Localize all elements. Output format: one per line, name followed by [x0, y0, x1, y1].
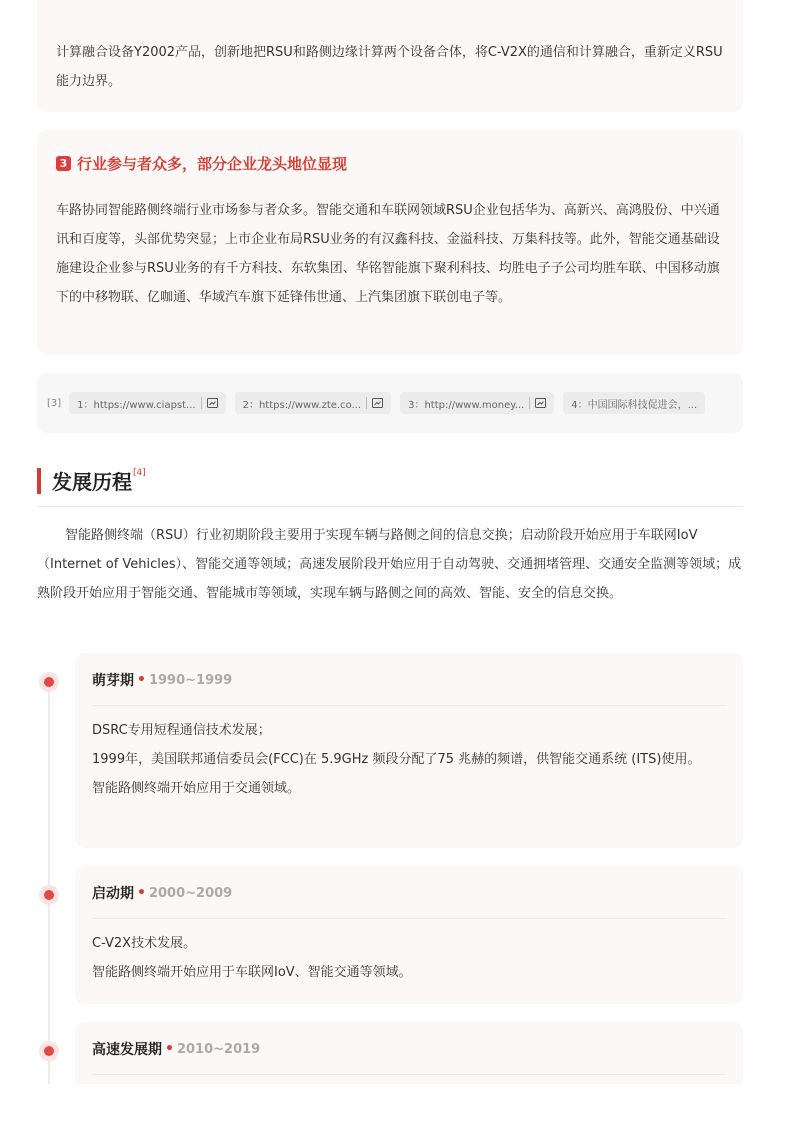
references-bar — [37, 373, 743, 433]
stage-bullet: • — [137, 672, 146, 688]
divider — [529, 397, 530, 409]
stage-years: 2010~2019 — [176, 1041, 261, 1057]
stage-years: 1990~1999 — [148, 672, 233, 688]
section-number-badge: 3 — [56, 156, 71, 171]
history-intro: 智能路侧终端（RSU）行业初期阶段主要用于实现车辆与路侧之间的信息交换；启动阶段开始应用于车联网IoV（Internet of Vehicles）、智能交通等领域；高速发展阶段开始应用于自动驾驶、交通拥堵管理、交通安全监测等领域；成熟阶段开始应用于智能交通、智能城市等领域，实现车辆与路侧之间的高效、智能、安全的信息交换。 — [37, 528, 742, 601]
stage-name: 高速发展期 — [92, 1042, 162, 1058]
timeline-dot — [39, 1041, 59, 1061]
link-icon[interactable] — [207, 398, 218, 408]
history-title: 发展历程 — [52, 470, 132, 494]
history-section-heading — [37, 466, 146, 495]
stage-name: 启动期 — [92, 886, 134, 902]
stage-line: 智能路侧终端开始应用于车联网IoV、智能交通等领域。 — [92, 965, 412, 980]
timeline-card-stage-2 — [75, 866, 743, 1004]
stage-header — [92, 883, 232, 903]
timeline-card-stage-1 — [75, 653, 743, 848]
stage-bullet: • — [137, 885, 146, 901]
reference-text: 4：中国国际科技促进会，... — [571, 399, 698, 411]
reference-chip-1[interactable] — [69, 392, 225, 414]
section-3-card — [37, 130, 743, 355]
timeline-dot — [39, 885, 59, 905]
top-card-text: 计算融合设备Y2002产品，创新地把RSU和路侧边缘计算两个设备合体，将C-V2X的通信和计算融合，重新定义RSU能力边界。 — [56, 45, 723, 89]
stage-header — [92, 1039, 260, 1059]
heading-accent-bar — [37, 468, 41, 494]
stage-years: 2000~2009 — [148, 885, 233, 901]
stage-name: 萌芽期 — [92, 673, 134, 689]
divider — [201, 397, 202, 409]
stage-body — [92, 929, 728, 987]
link-icon[interactable] — [372, 398, 383, 408]
stage-bullet: • — [165, 1041, 174, 1057]
timeline-dot — [39, 672, 59, 692]
reference-chip-4[interactable] — [563, 392, 705, 414]
reference-chip-2[interactable] — [235, 392, 391, 414]
stage-divider — [92, 705, 726, 706]
divider — [366, 397, 367, 409]
stage-divider — [92, 1074, 726, 1075]
section-3-title: 行业参与者众多，部分企业龙头地位显现 — [77, 155, 348, 173]
reference-label: [3] — [47, 397, 62, 409]
stage-body — [92, 716, 728, 803]
reference-chip-3[interactable] — [400, 392, 554, 414]
link-icon[interactable] — [535, 398, 546, 408]
timeline-card-stage-3 — [75, 1022, 743, 1084]
reference-text: 3：http://www.money... — [408, 399, 525, 411]
heading-divider — [37, 506, 743, 507]
section-3-heading — [56, 153, 347, 174]
stage-line: 1999年，美国联邦通信委员会(FCC)在 5.9GHz 频段分配了75 兆赫的频谱，供智能交通系统 (ITS)使用。 — [92, 752, 701, 767]
stage-header — [92, 670, 232, 690]
stage-line: 智能路侧终端开始应用于交通领域。 — [92, 781, 301, 796]
reference-text: 2：https://www.zte.co... — [242, 399, 362, 411]
top-content-card — [37, 0, 743, 112]
reference-text: 1：https://www.ciapst... — [77, 399, 196, 411]
history-citation[interactable]: [4] — [133, 467, 146, 478]
timeline-axis — [48, 680, 50, 1084]
stage-line: C-V2X技术发展。 — [92, 936, 197, 951]
section-3-body: 车路协同智能路侧终端行业市场参与者众多。智能交通和车联网领域RSU企业包括华为、高新兴、高鸿股份、中兴通讯和百度等，头部优势突显；上市企业布局RSU业务的有汉鑫科技、金溢科技、万集科技等。此外，智能交通基础设施建设企业参与RSU业务的有千方科技、东软集团、华铭智能旗下聚利科技、均胜电子子公司均胜车联、中国移动旗下的中移物联、亿咖通、华域汽车旗下延锋伟世通、上汽集团旗下联创电子等。 — [56, 203, 720, 305]
stage-divider — [92, 918, 726, 919]
stage-line: DSRC专用短程通信技术发展； — [92, 723, 271, 738]
